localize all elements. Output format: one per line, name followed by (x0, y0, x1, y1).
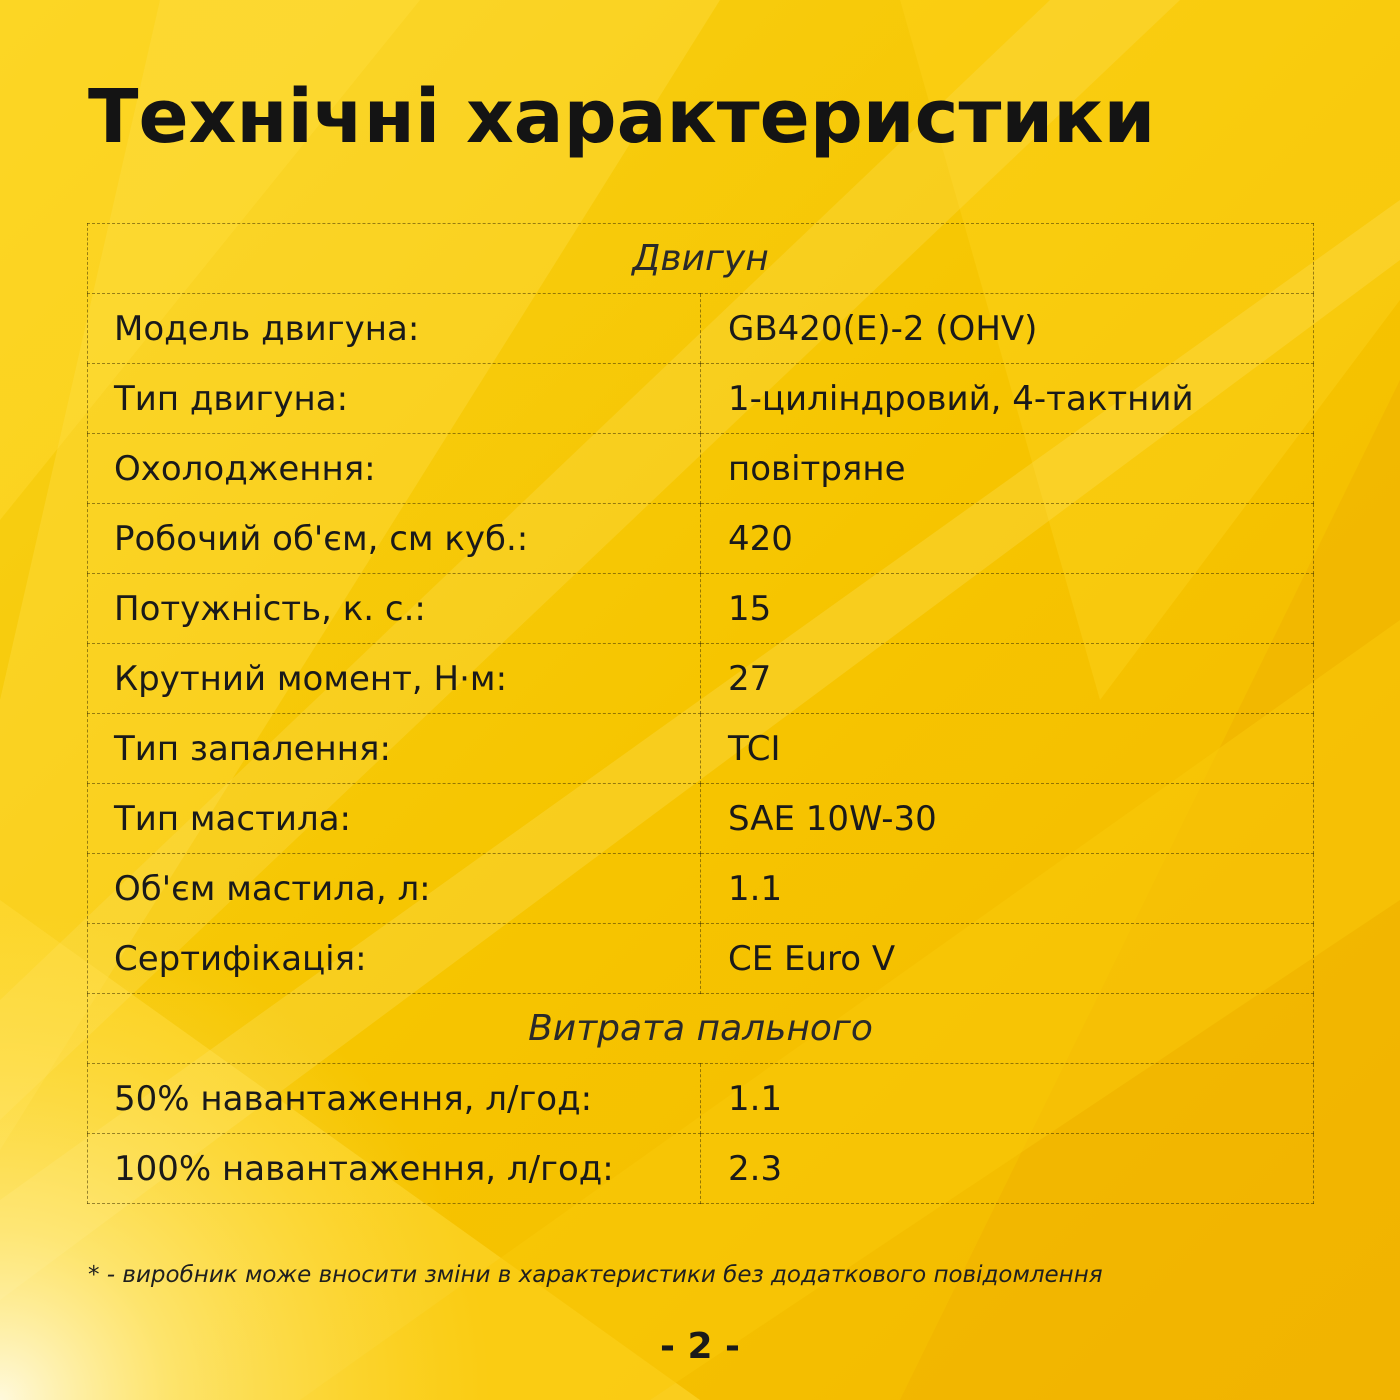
spec-value: 2.3 (701, 1134, 1314, 1204)
spec-value: 15 (701, 574, 1314, 644)
spec-label: Охолодження: (88, 434, 701, 504)
table-row (88, 574, 1314, 644)
spec-value: SAE 10W-30 (701, 784, 1314, 854)
spec-value: повітряне (701, 434, 1314, 504)
spec-label: 50% навантаження, л/год: (88, 1064, 701, 1134)
spec-label: Потужність, к. с.: (88, 574, 701, 644)
spec-label: 100% навантаження, л/год: (88, 1134, 701, 1204)
spec-value: TCI (701, 714, 1314, 784)
spec-label: Сертифікація: (88, 924, 701, 994)
spec-value: 420 (701, 504, 1314, 574)
table-row (88, 1064, 1314, 1134)
section-heading-fuel-consumption: Витрата пального (88, 994, 1314, 1064)
spec-label: Робочий об'єм, см куб.: (88, 504, 701, 574)
table-row (88, 854, 1314, 924)
table-row (88, 294, 1314, 364)
spec-label: Крутний момент, Н·м: (88, 644, 701, 714)
spec-label: Тип двигуна: (88, 364, 701, 434)
section-heading-engine: Двигун (88, 224, 1314, 294)
footnote: * - виробник може вносити зміни в характеристики без додаткового повідомлення (88, 1262, 1103, 1288)
table-row (88, 644, 1314, 714)
spec-value: 1.1 (701, 1064, 1314, 1134)
spec-value: 27 (701, 644, 1314, 714)
table-row (88, 714, 1314, 784)
spec-label: Тип мастила: (88, 784, 701, 854)
table-row (88, 924, 1314, 994)
table-row (88, 364, 1314, 434)
spec-value: GB420(E)-2 (OHV) (701, 294, 1314, 364)
spec-label: Тип запалення: (88, 714, 701, 784)
spec-label: Об'єм мастила, л: (88, 854, 701, 924)
table-row (88, 1134, 1314, 1204)
section-header-row (88, 224, 1314, 294)
page-number: - 2 - (660, 1326, 740, 1367)
table-row (88, 784, 1314, 854)
spec-table (87, 223, 1314, 1204)
spec-value: CE Euro V (701, 924, 1314, 994)
table-row (88, 434, 1314, 504)
page-title: Технічні характеристики (88, 74, 1156, 160)
spec-value: 1-циліндровий, 4-тактний (701, 364, 1314, 434)
table-row (88, 504, 1314, 574)
section-header-row (88, 994, 1314, 1064)
spec-label: Модель двигуна: (88, 294, 701, 364)
spec-value: 1.1 (701, 854, 1314, 924)
